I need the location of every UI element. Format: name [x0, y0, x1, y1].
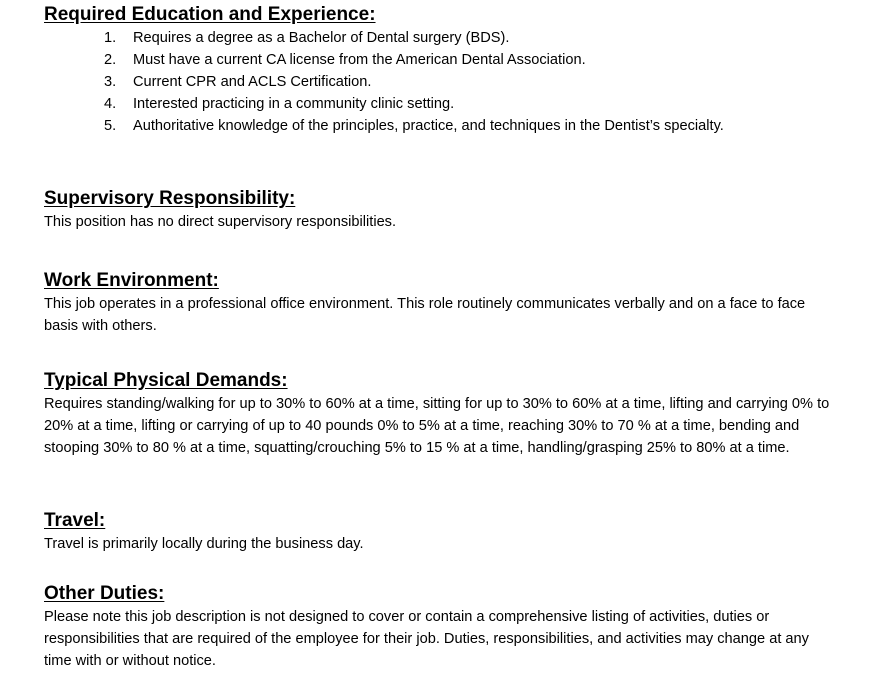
other-duties-heading: Other Duties: [44, 583, 165, 604]
work-environment-section [44, 269, 834, 337]
list-item-text: Current CPR and ACLS Certification. [133, 74, 372, 90]
list-item [44, 115, 773, 137]
work-environment-text: This job operates in a professional office environment. This role routinely communicates verbally and on a face to face basis with others. [44, 296, 806, 334]
list-item [44, 71, 773, 93]
supervisory-text: This position has no direct supervisory responsibilities. [44, 214, 397, 230]
list-item-number: 3. [104, 74, 117, 90]
travel-heading: Travel: [44, 510, 106, 531]
list-item-number: 2. [104, 52, 117, 68]
list-item-number: 1. [104, 30, 117, 46]
list-item-number: 4. [104, 96, 117, 112]
list-item-text: Must have a current CA license from the American Dental Association. [133, 52, 586, 68]
list-item-text: Interested practicing in a community clinic setting. [133, 96, 455, 112]
other-duties-text: Please note this job description is not designed to cover or contain a comprehensive listing of activities, duties or responsibilities that are required of the employee for their job. Duties, responsibilities, and activities may change at any time with or without notice. [44, 609, 809, 669]
list-item-text: Requires a degree as a Bachelor of Dental surgery (BDS). [133, 30, 510, 46]
list-item-number: 5. [104, 118, 117, 134]
list-item [44, 93, 773, 115]
travel-section [44, 509, 364, 555]
education-section [44, 3, 773, 137]
travel-text: Travel is primarily locally during the business day. [44, 536, 364, 552]
list-item [44, 27, 773, 49]
other-duties-section [44, 582, 834, 672]
supervisory-heading: Supervisory Responsibility: [44, 188, 296, 209]
list-item-text: Authoritative knowledge of the principles, practice, and techniques in the Dentist’s specialty. [133, 118, 724, 134]
physical-demands-section [44, 369, 834, 459]
education-list [44, 27, 773, 137]
supervisory-section [44, 187, 396, 233]
physical-demands-text: Requires standing/walking for up to 30% to 60% at a time, sitting for up to 30% to 60% at a time, lifting and carrying 0% to 20% at a time, lifting or carrying of up to 40 pounds 0% to 5% at a time, reaching 30% to 70 % at a time, bending and stooping 30% to 80 % at a time, squatting/crouching 5% to 15 % at a time, handling/grasping 25% to 80% at a time. [44, 396, 830, 456]
work-environment-heading: Work Environment: [44, 270, 219, 291]
physical-demands-heading: Typical Physical Demands: [44, 370, 288, 391]
list-item [44, 49, 773, 71]
education-heading: Required Education and Experience: [44, 4, 376, 25]
